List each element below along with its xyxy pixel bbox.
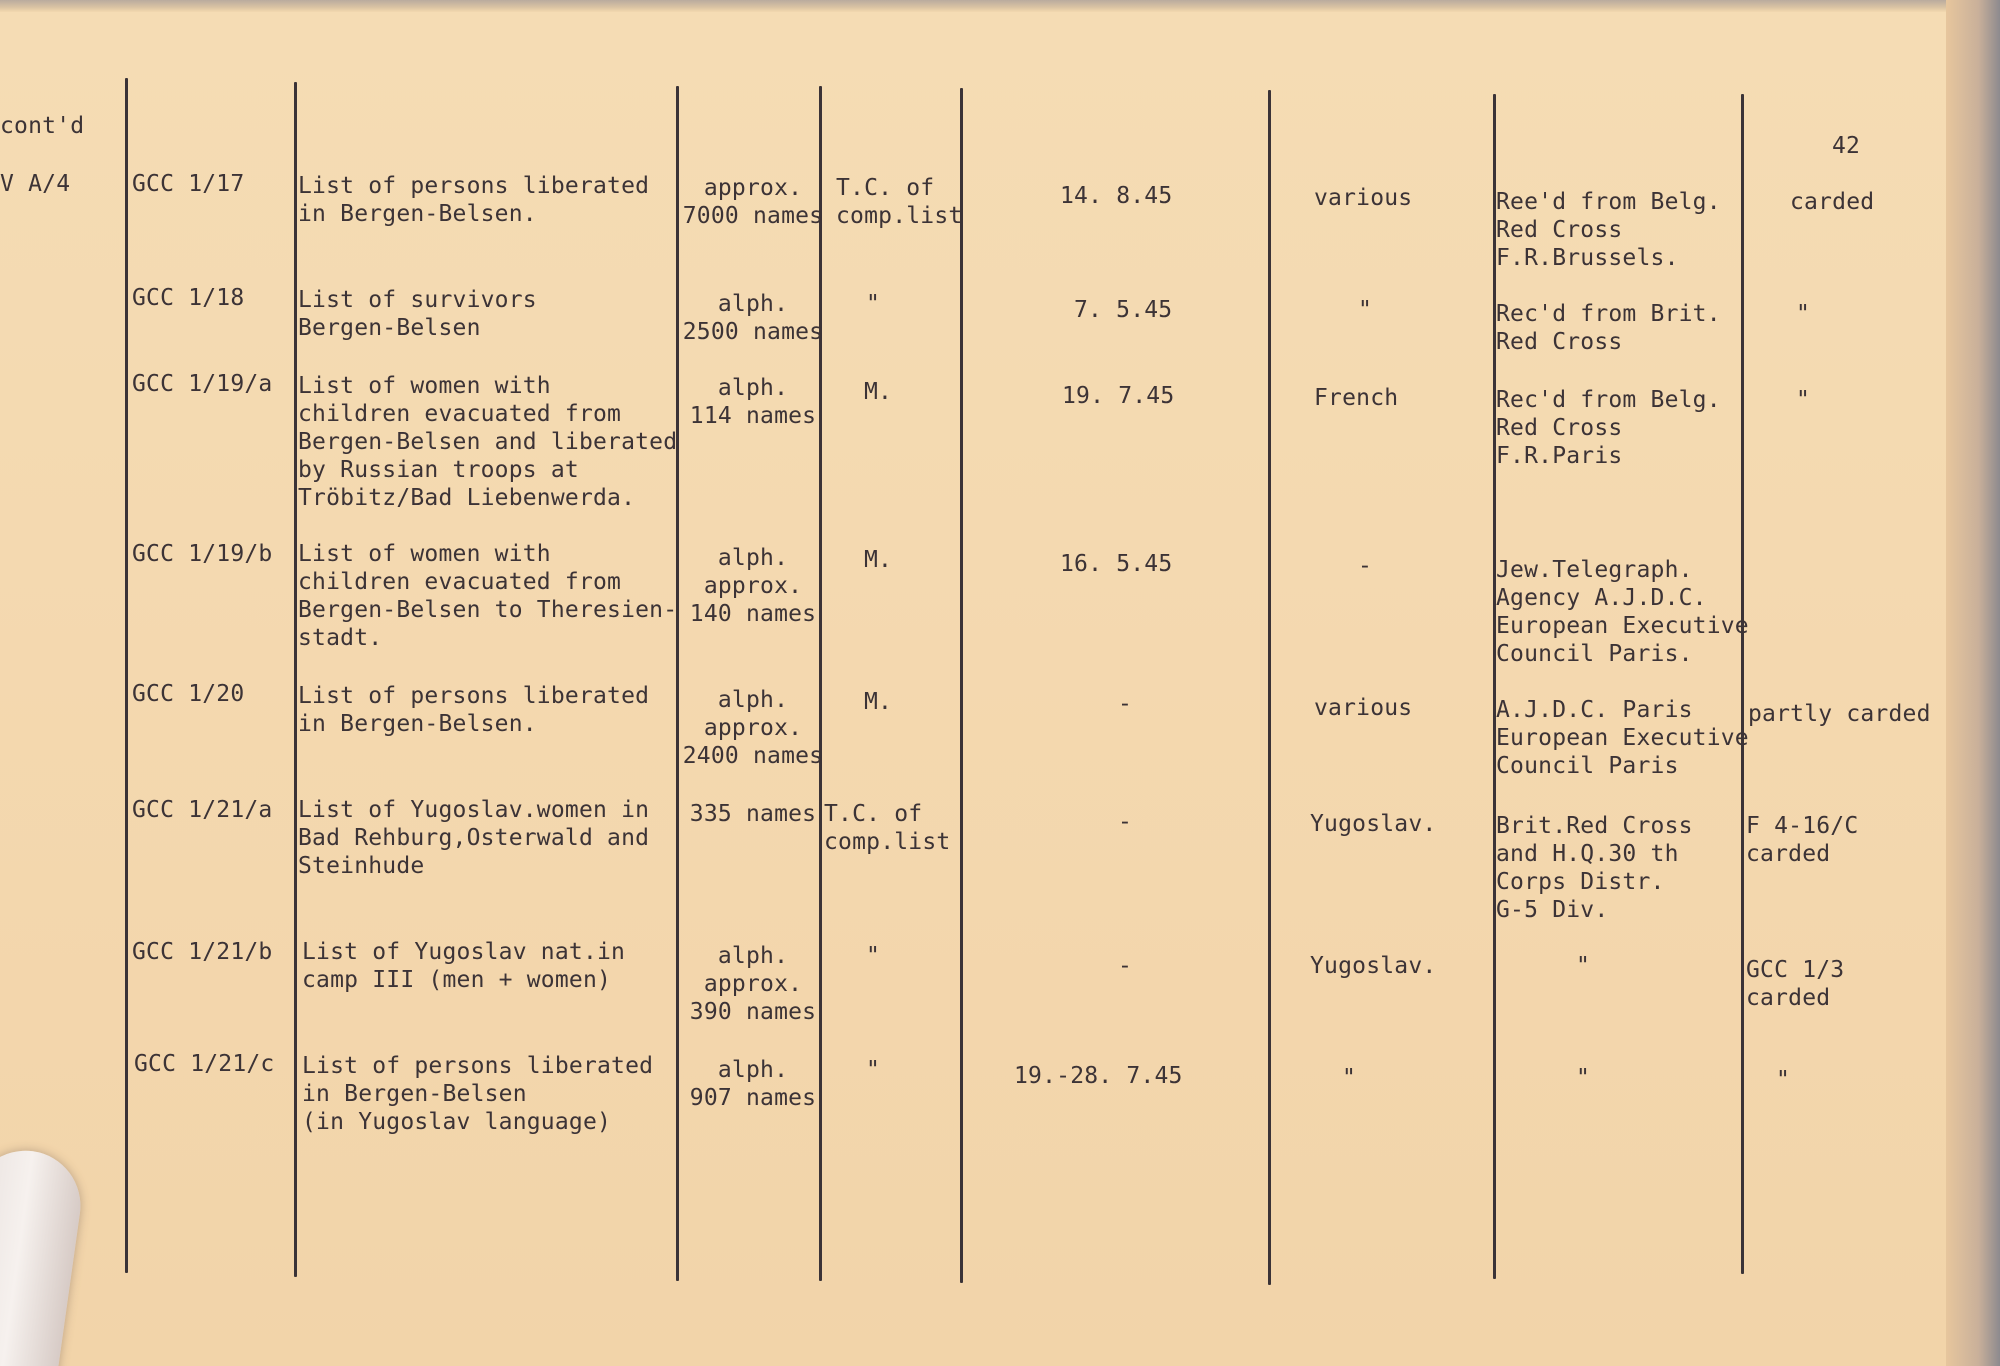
row-source: Brit.Red Cross and H.Q.30 th Corps Distr. G-5 Div. <box>1496 813 1693 923</box>
row-source: Ree'd from Belg. Red Cross F.R.Brussels. <box>1496 189 1721 271</box>
column-rule-5 <box>960 88 963 1283</box>
row-form: T.C. of comp.list <box>836 175 963 229</box>
row-source: Rec'd from Belg. Red Cross F.R.Paris <box>1496 387 1721 469</box>
top-paper-edge <box>0 0 2000 12</box>
row-form: " <box>866 1057 881 1083</box>
row-date: - <box>1118 691 1133 717</box>
row-ref: GCC 1/20 <box>132 681 245 707</box>
row-description: List of persons liberated in Bergen-Belsen. <box>298 173 650 227</box>
row-ref: GCC 1/21/a <box>132 797 273 823</box>
row-language: " <box>1342 1065 1357 1091</box>
row-language: Yugoslav. <box>1310 811 1437 837</box>
row-form: " <box>866 291 881 317</box>
row-source: " <box>1576 1065 1591 1091</box>
row-remarks: " <box>1796 387 1811 413</box>
row-form: M. <box>864 547 893 573</box>
row-remarks: GCC 1/3 carded <box>1746 957 1845 1011</box>
section-code: V A/4 <box>0 171 71 197</box>
row-description: List of Yugoslav.women in Bad Rehburg,Osterwald and Steinhude <box>298 797 650 879</box>
row-source: " <box>1576 953 1591 979</box>
page-number: 42 <box>1832 133 1861 159</box>
row-form: " <box>866 943 881 969</box>
row-form: M. <box>864 689 893 715</box>
row-description: List of Yugoslav nat.in camp III (men + women) <box>302 939 626 993</box>
row-language: various <box>1314 695 1413 721</box>
row-arrangement: alph. approx. 140 names <box>689 545 817 627</box>
row-arrangement: alph. 907 names <box>689 1057 817 1111</box>
row-arrangement: alph. 2500 names <box>682 291 824 345</box>
row-ref: GCC 1/17 <box>132 171 245 197</box>
row-remarks: " <box>1796 301 1811 327</box>
row-date: 7. 5.45 <box>1074 297 1173 323</box>
thumb-holding-page <box>0 1144 88 1366</box>
row-arrangement: alph. approx. 2400 names <box>682 687 824 769</box>
row-description: List of persons liberated in Bergen-Belsen (in Yugoslav language) <box>302 1053 654 1135</box>
column-rule-2 <box>294 82 297 1277</box>
row-date: 16. 5.45 <box>1060 551 1173 577</box>
column-rule-8 <box>1741 94 1744 1274</box>
row-date: 14. 8.45 <box>1060 183 1173 209</box>
row-arrangement: alph. approx. 390 names <box>689 943 817 1025</box>
row-ref: GCC 1/21/b <box>132 939 273 965</box>
row-language: - <box>1358 553 1373 579</box>
row-arrangement: alph. 114 names <box>689 375 817 429</box>
row-ref: GCC 1/19/b <box>132 541 273 567</box>
column-rule-3 <box>676 86 679 1281</box>
row-description: List of persons liberated in Bergen-Belsen. <box>298 683 650 737</box>
row-arrangement: 335 names <box>689 801 817 827</box>
row-ref: GCC 1/18 <box>132 285 245 311</box>
row-language: Yugoslav. <box>1310 953 1437 979</box>
row-arrangement: approx. 7000 names <box>682 175 824 229</box>
row-remarks: carded <box>1790 189 1875 215</box>
row-ref: GCC 1/19/a <box>132 371 273 397</box>
row-source: A.J.D.C. Paris European Executive Council Paris <box>1496 697 1749 779</box>
row-source: Rec'd from Brit. Red Cross <box>1496 301 1721 355</box>
row-ref: GCC 1/21/c <box>134 1051 275 1077</box>
row-language: French <box>1314 385 1399 411</box>
row-date: - <box>1118 809 1133 835</box>
continued-label: cont'd <box>0 113 85 139</box>
row-date: 19. 7.45 <box>1062 383 1175 409</box>
right-paper-edge <box>1946 0 2000 1366</box>
column-rule-6 <box>1268 90 1271 1285</box>
row-form: T.C. of comp.list <box>824 801 951 855</box>
row-remarks: partly carded <box>1748 701 1931 727</box>
row-description: List of women with children evacuated from Bergen-Belsen to Theresien- stadt. <box>298 541 678 651</box>
row-remarks: " <box>1776 1067 1791 1093</box>
row-date: 19.-28. 7.45 <box>1014 1063 1183 1089</box>
row-remarks: F 4-16/C carded <box>1746 813 1859 867</box>
row-source: Jew.Telegraph. Agency A.J.D.C. European Executive Council Paris. <box>1496 557 1749 667</box>
column-rule-1 <box>125 78 128 1273</box>
row-date: - <box>1118 953 1133 979</box>
row-description: List of women with children evacuated from Bergen-Belsen and liberated by Russian troops at Tröbitz/Bad Liebenwerda. <box>298 373 678 511</box>
row-language: various <box>1314 185 1413 211</box>
row-language: " <box>1358 297 1373 323</box>
row-description: List of survivors Bergen-Belsen <box>298 287 537 341</box>
row-form: M. <box>864 379 893 405</box>
